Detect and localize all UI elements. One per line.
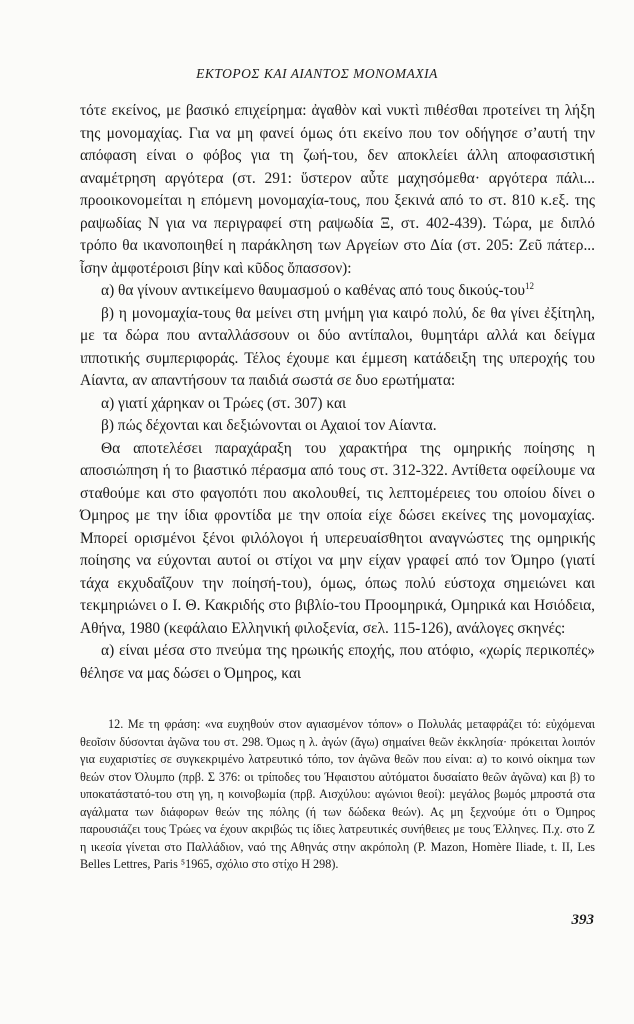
footnote-marker: 12 xyxy=(525,280,535,291)
footnote xyxy=(80,716,595,874)
page-number: 393 xyxy=(571,912,594,928)
body-text xyxy=(80,100,595,685)
paragraph-continuation: τότε εκείνος, με βασικό επιχείρημα: ἀγαθὸν καὶ νυκτὶ πιθέσθαι προτείνει τη λήξη της μονομαχίας. Για να μη φανεί όμως ότι εκείνο που τον οδήγησε σ’αυτή την απόφαση είναι ο φόβος για τη ζωή-του, δεν αποκλείει άλλη αποφασιστική αναμέτρηση αργότερα (στ. 291: ὕστερον αὖτε μαχησόμεθα· αργότερα πάλι... προοικονομείται η επόμενη μονομαχία-τους, που ξεκινά από το στ. 810 κ.εξ. της ραψωδίας Ν για να περιγραφεί στη ραψωδία Ξ, στ. 402-439). Τώρα, με διπλό τρόπο θα ικανοποιηθεί η παράκληση των Αργείων στο Δία (στ. 205: Ζεῦ πάτερ... ἶσην ἀμφοτέροισι βίην καὶ κῦδος ὄπασσον): xyxy=(80,102,595,277)
question-b: β) πώς δέχονται και δεξιώνονται οι Αχαιοί τον Αίαντα. xyxy=(101,417,437,434)
list-item-a-heroic: α) είναι μέσα στο πνεύμα της ηρωικής εποχής, που ατόφιο, «χωρίς περικοπές» θέλησε να μας δώσει ο Όμηρος, και xyxy=(80,642,595,682)
paragraph-feast: Θα αποτελέσει παραχάραξη του χαρακτήρα της ομηρικής ποίησης η αποσιώπηση ή το βιαστικό πέρασμα από τους στ. 312-322. Αντίθετα οφείλουμε να σταθούμε και στο φαγοπότι που ακολουθεί, τις λεπτομέρειες του οποίου δίνει ο Όμηρος με την ίδια φροντίδα με την οποία είχε δώσει εκείνες της μονομαχίας. Μπορεί ορισμένοι ξένοι φιλόλογοι ή υπερευαίσθητοι αναγνώστες της ομηρικής ποίησης να εύχονται αυτοί οι στίχοι να μην είχαν γραφεί από τον Όμηρο (γιατί τάχα εκχυδαΐζουν την ποίησή-του), όμως, όπως πολύ εύστοχα σημειώνει και τεκμηριώνει ο Ι. Θ. Κακριδής στο βιβλίο-του Προομηρικά, Ομηρικά και Ησιόδεια, Αθήνα, 1980 (κεφάλαιο Ελληνική φιλοξενία, σελ. 115-126), ανάλογες σκηνές: xyxy=(80,439,595,637)
question-a: α) γιατί χάρηκαν οι Τρώες (στ. 307) και xyxy=(101,394,347,412)
footnote-text: 12. Με τη φράση: «να ευχηθούν στον αγιασμένον τόπον» ο Πολυλάς μεταφράζει τό: εὐχόμεναι θεοῖσιν δύσονται ἀγῶνα του στ. 298. Όμως η λ. ἀγών (ἄγω) σημαίνει θεῶν ἐκκλησία· πρόκειται λοιπόν για ευχαριστίες σε συγκεκριμένο λατρευτικό τόπο, τον ἀγῶνα θεῶν που είναι: α) το κοινό οίκημα των θεών στον Όλυμπο (πρβ. Σ 376: οι τρίποδες του Ήφαιστου αὐτόματοι δυσαίατο θεῶν ἀγῶνα) και β) το υποκατάστατό-του στη γη, η κοινοβωμία (πρβ. Αισχύλου: αγώνιοι θεοί): μεγάλος βωμός μπροστά στα αγάλματα των διάφορων θεών της πόλης (ή των δώδεκα θεών). Ας μη ξεχνούμε ότι ο Όμηρος παρουσιάζει τους Τρώες να έχουν ακριβώς τις ίδιες λατρευτικές συνήθειες με τους Έλληνες. Π.χ. στο Ζ η ικεσία γίνεται στο Παλλάδιον, ναό της Αθηνάς στην ακρόπολη (P. Mazon, Homère Iliade, t. II, Les Belles Lettres, Paris ⁵1965, σχόλιο στο στίχο Η 298). xyxy=(80,717,595,871)
running-head: ΕΚΤΟΡΟΣ ΚΑΙ ΑΙΑΝΤΟΣ ΜΟΝΟΜΑΧΙΑ xyxy=(196,66,438,81)
list-item-a: α) θα γίνουν αντικείμενο θαυμασμού ο καθένας από τους δικούς-του$^{12}$ xyxy=(101,280,535,299)
list-item-b: β) η μονομαχία-τους θα μείνει στη μνήμη για καιρό πολύ, δε θα γίνει ἐξίτηλη, με τα δώρα που ανταλλάσσουν οι δύο αντίπαλοι, θυμητάρι αλλά και δείγμα ιπποτικής συμπεριφοράς. Τέλος έχουμε και έμμεση κατάδειξη της υπεροχής του Αίαντα, αν απαντήσουν τα παιδιά σωστά σε δυο ερωτήματα: xyxy=(80,304,595,389)
